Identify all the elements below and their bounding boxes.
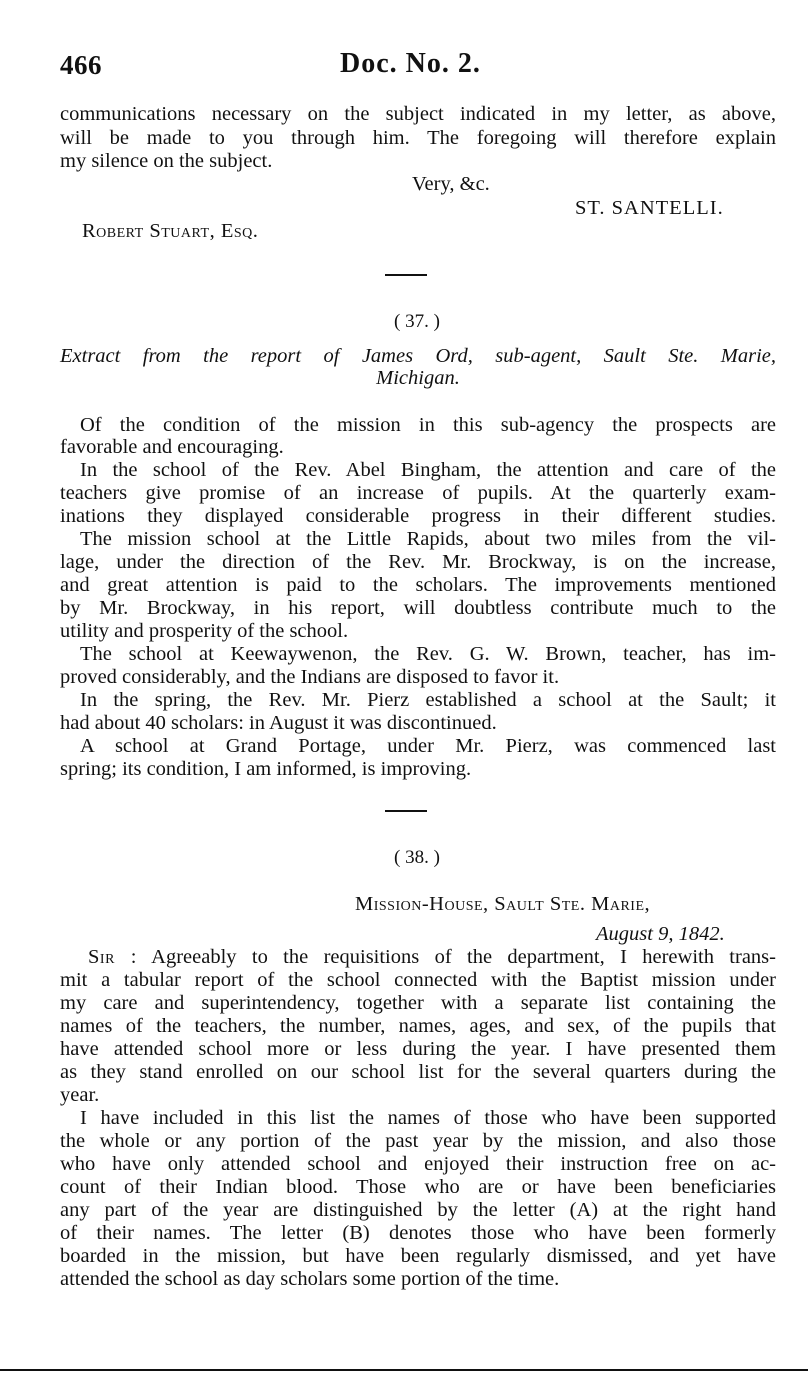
text-line: communications necessary on the subject indicated in my letter, as above, (60, 103, 776, 125)
section-title: Extract from the report of James Ord, sub-agent, Sault Ste. Marie, (60, 345, 776, 367)
text-line: as they stand enrolled on our school list for the several quarters during the (60, 1061, 776, 1083)
text-line: A school at Grand Portage, under Mr. Pierz, was commenced last (80, 735, 776, 757)
text-line: I have included in this list the names of those who have been supported (80, 1107, 776, 1129)
text-line: inations they displayed considerable progress in their different studies. (60, 505, 776, 527)
letter-date (596, 923, 725, 946)
text-line: who have only attended school and enjoyed their instruction free on ac- (60, 1153, 776, 1175)
text-line-content: Agreeably to the requisitions of the department, I herewith trans- (151, 946, 776, 968)
page-edge (0, 1369, 808, 1371)
letter-date-text: August 9, 1842. (596, 923, 725, 945)
text-line: my care and superintendency, together with a separate list containing the (60, 992, 776, 1014)
text-line: Of the condition of the mission in this sub-agency the prospects are (80, 414, 776, 436)
text-line: In the spring, the Rev. Mr. Pierz established a school at the Sault; it (80, 689, 776, 711)
addressee: Robert Stuart, Esq. (82, 220, 259, 242)
text-line: any part of the year are distinguished by the letter (A) at the right hand (60, 1199, 776, 1221)
text-line: had about 40 scholars: in August it was discontinued. (60, 712, 497, 734)
text-line: the whole or any portion of the past year by the mission, and also those (60, 1130, 776, 1152)
salutation: Sir : (88, 946, 137, 968)
text-line: names of the teachers, the number, names, ages, and sex, of the pupils that (60, 1015, 776, 1037)
text-line: and great attention is paid to the scholars. The improvements mentioned (60, 574, 776, 596)
text-line: teachers give promise of an increase of pupils. At the quarterly exam- (60, 482, 776, 504)
signature: ST. SANTELLI. (575, 197, 724, 219)
text-line: utility and prosperity of the school. (60, 620, 349, 642)
text-line: favorable and encouraging. (60, 436, 284, 458)
text-line: The school at Keewaywenon, the Rev. G. W. Brown, teacher, has im- (80, 643, 776, 665)
text-line: have attended school more or less during the year. I have presented them (60, 1038, 776, 1060)
text-line: In the school of the Rev. Abel Bingham, the attention and care of the (80, 459, 776, 481)
text-line: my silence on the subject. (60, 150, 273, 172)
text-line: boarded in the mission, but have been regularly dismissed, and yet have (60, 1245, 776, 1267)
section-title-cont: Michigan. (376, 367, 460, 389)
text-line: of their names. The letter (B) denotes those who have been formerly (60, 1222, 776, 1244)
closing: Very, &c. (412, 173, 490, 195)
text-line: year. (60, 1084, 100, 1106)
text-line: will be made to you through him. The foregoing will therefore explain (60, 127, 776, 149)
text-line: by Mr. Brockway, in his report, will doubtless contribute much to the (60, 597, 776, 619)
text-line: count of their Indian blood. Those who are or have been beneficiaries (60, 1176, 776, 1198)
text-line: proved considerably, and the Indians are disposed to favor it. (60, 666, 560, 688)
section-number: ( 38. ) (394, 847, 440, 868)
text-line: lage, under the direction of the Rev. Mr. Brockway, is on the increase, (60, 551, 776, 573)
letter-place: Mission-House, Sault Ste. Marie, (355, 893, 651, 915)
text-line: attended the school as day scholars some portion of the time. (60, 1268, 560, 1290)
section-number: ( 37. ) (394, 311, 440, 332)
text-line (88, 946, 776, 968)
section-divider (385, 810, 427, 812)
text-line: spring; its condition, I am informed, is improving. (60, 758, 472, 780)
running-head: Doc. No. 2. (340, 48, 481, 79)
text-line: mit a tabular report of the school connected with the Baptist mission under (60, 969, 776, 991)
page-number: 466 (60, 50, 102, 80)
text-line: The mission school at the Little Rapids, about two miles from the vil- (80, 528, 776, 550)
section-divider (385, 274, 427, 276)
